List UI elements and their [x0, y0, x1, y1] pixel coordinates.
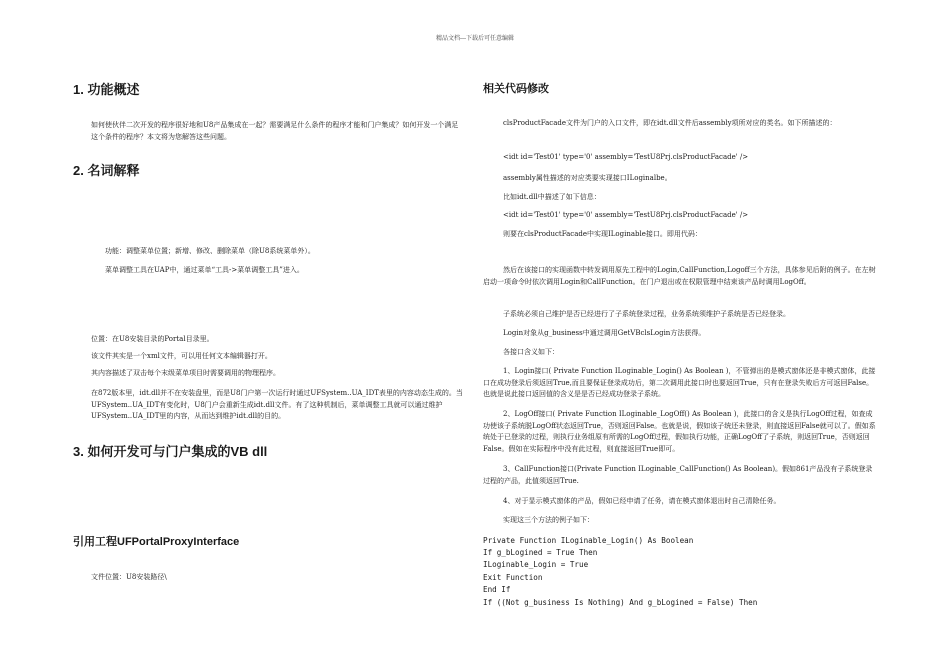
subheading-code-changes: 相关代码修改 — [483, 83, 549, 95]
interface-login-desc: 1、Login接口( Private Function ILoginable_Login() As Boolean )，不管弹出的是模式窗体还是非模式窗体，此接口在成功登录后须返回True,而且要保证登录成功后，第二次调用此接口时也要返回True，只有在登录失败后方可返回False。也就是说此接口返回值的含义是是否已经成功登录子系统。 — [483, 367, 876, 398]
code-line: End If — [483, 585, 511, 594]
example-intro: 比如idt.dll中描述了如下信息： — [503, 193, 601, 201]
subsystem-note: 子系统必须自己维护是否已经进行了子系统登录过程，业务系统须维护子系统是否已经登录。 — [503, 310, 790, 318]
code-line: Private Function ILoginable_Login() As Boolean — [483, 536, 694, 545]
cls-facade-paragraph: clsProductFacade文件为门户的入口文件，即在idt.dll文件后assembly项所对应的类名。如下所描述的： — [503, 119, 837, 127]
idt-sample-1: <idt id='Test01' type='0' assembly='TestU8Prj.clsProductFacade' /> — [503, 153, 749, 161]
forwarding-paragraph: 然后在该接口的实现函数中转发调用原先工程中的Login,CallFunction,Logoff三个方法，具体参见后附的例子。在左树启动一项命令时依次调用Login和CallFunction。在门户退出或在权限管理中结束该产品时调用LogOff。 — [483, 266, 876, 286]
idt-xml-note: 该文件其实是一个xml文件，可以用任何文本编辑器打开。 — [91, 352, 272, 360]
interface-callfunction-desc: 3、CallFunction接口(Private Function ILoginable_CallFunction() As Boolean)。假如861产品没有子系统登录过程的产品，此值须返回True. — [483, 465, 873, 485]
section-heading-dev: 3. 如何开发可与门户集成的VB dll — [73, 444, 268, 459]
file-location: 文件位置：U8安装路径\ — [91, 573, 167, 581]
implement-note: 则要在clsProductFacade中实现ILoginable接口。即用代码： — [503, 230, 702, 238]
interface-meaning-intro: 各接口含义如下： — [503, 348, 559, 356]
overview-paragraph: 如何使伙伴二次开发的程序很好地和U8产品集成在一起？需要满足什么条件的程序才能和门户集成？如何开发一个满足这个条件的程序？本文将为您解答这些问题。 — [91, 121, 459, 141]
page-header: 精品文档---下载后可任意编辑 — [435, 35, 515, 42]
idt-sample-2: <idt id='Test01' type='0' assembly='TestU8Prj.clsProductFacade' /> — [503, 211, 749, 219]
login-object-note: Login对象从g_business中通过调用GetVBclsLogin方法获得。 — [503, 329, 706, 337]
section-heading-terms: 2. 名词解释 — [73, 163, 140, 178]
section-heading-overview: 1. 功能概述 — [73, 82, 140, 97]
menu-tool-function: 功能：调整菜单位置；新增、修改、删除菜单（除U8系统菜单外）。 — [105, 247, 315, 255]
subheading-reference: 引用工程UFPortalProxyInterface — [73, 536, 240, 548]
code-line: Exit Function — [483, 573, 543, 582]
assembly-note: assembly属性描述的对应类要实现接口ILoginalbe。 — [503, 174, 672, 182]
modal-task-note: 4、对于显示模式窗体的产品，假如已经申请了任务，请在模式窗体退出时自己清除任务。 — [503, 497, 781, 505]
idt-location: 位置：在U8安装目录的Portal目录里。 — [91, 335, 214, 343]
interface-logoff-desc: 2、LogOff接口( Private Function ILoginable_LogOff() As Boolean )，此接口的含义是执行LogOff过程，如查成功使该子系统脱LogOff状态返回True，否则返回False。也就是说，假如该子统还未登录，则直接返回False就可以了。假如系统处于已登录的过程，则执行业务组原有所需的LogOff过程，假如执行功能，正确LogOff了子系统，则返回True，否则返回False。假如在实际程序中没有此过程，则直接返回True即可。 — [483, 410, 876, 453]
example-methods-intro: 实现这三个方法的例子如下： — [503, 516, 594, 524]
code-line: If ((Not g_business Is Nothing) And g_bLogined = False) Then — [483, 598, 758, 607]
idt-872-paragraph: 在872版本里，idt.dll并不在安装盘里，而是U8门户第一次运行时通过UFSystem..UA_IDT表里的内容动态生成的。当UFSystem..UA_IDT有变化时，U8门户会重新生成idt.dll文件。有了这种机制后，菜单调整工具就可以通过维护UFSystem..UA_IDT里的内容，从而达到维护idt.dll的目的。 — [91, 389, 463, 420]
code-line: ILoginable_Login = True — [483, 560, 589, 569]
idt-content-note: 其内容描述了双击每个末级菜单项目时需要调用的物理程序。 — [91, 369, 280, 377]
code-line: If g_bLogined = True Then — [483, 548, 598, 557]
menu-tool-entry: 菜单调整工具在UAP中，通过菜单“工具->菜单调整工具”进入。 — [105, 266, 304, 274]
